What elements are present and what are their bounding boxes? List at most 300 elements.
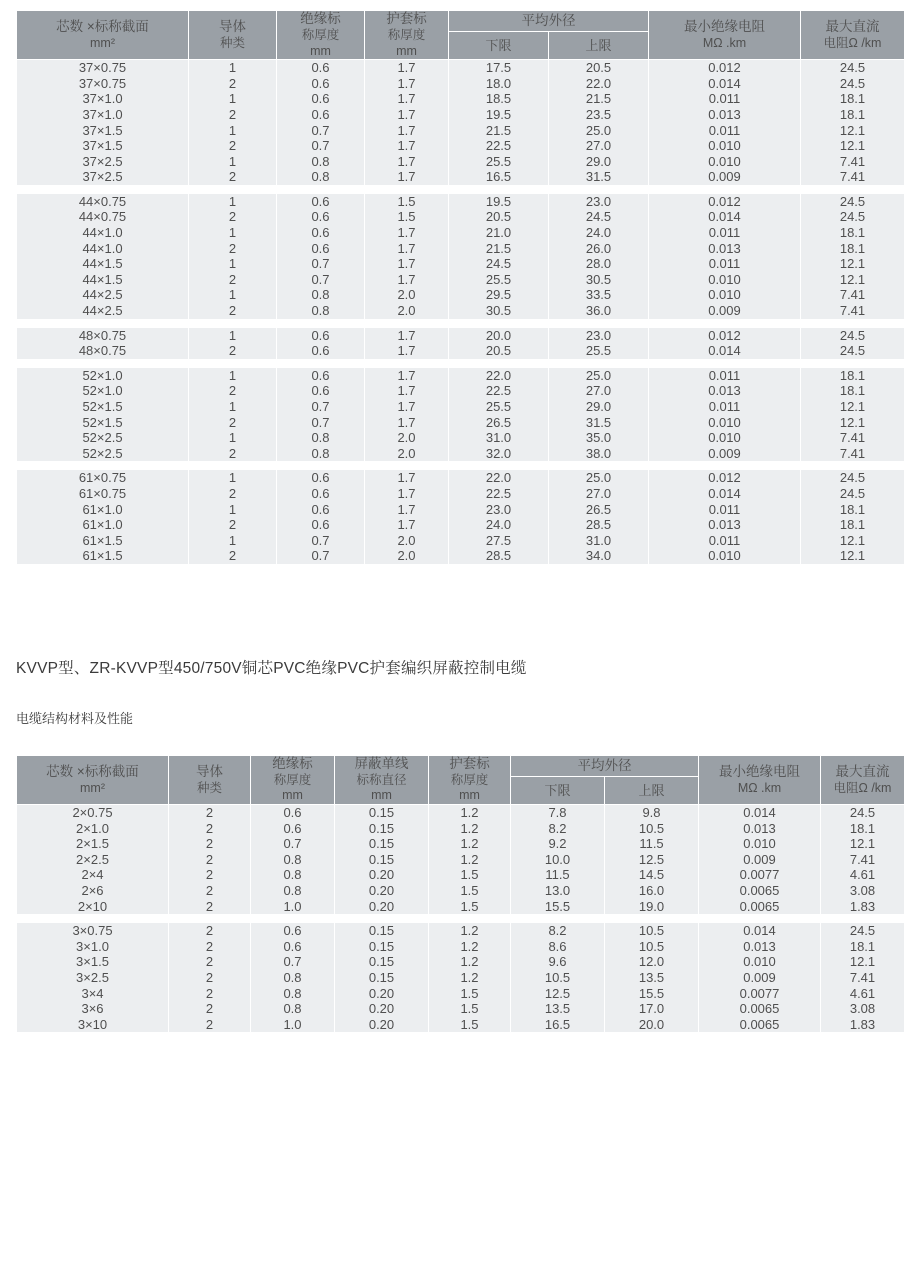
table-cell: 21.5 [449,241,549,257]
table-cell: 0.8 [251,883,335,899]
table-cell: 24.5 [801,327,905,343]
table-cell: 25.5 [549,343,649,359]
table-row [17,272,905,288]
table-cell: 1.2 [429,939,511,955]
table-cell: 0.014 [649,343,801,359]
table-cell: 4.61 [821,867,905,883]
table-cell: 2 [189,138,277,154]
table-cell: 0.011 [649,502,801,518]
table-cell: 0.7 [277,533,365,549]
table-cell: 2 [189,272,277,288]
header-cores-text: 芯数 ×标称截面 [56,18,149,34]
table-cell: 17.0 [605,1001,699,1017]
table-cell: 37×1.0 [17,91,189,107]
table-cell: 0.7 [277,548,365,564]
table-cell: 0.013 [649,107,801,123]
table-cell: 24.5 [801,76,905,92]
table-cell: 1.7 [365,502,449,518]
header-insulation-text2: 称厚度 [301,27,340,42]
table-cell: 0.6 [251,939,335,955]
table-cell: 37×2.5 [17,169,189,185]
table-cell: 2 [189,383,277,399]
table-cell: 1.5 [429,986,511,1002]
table-cell: 0.009 [649,446,801,462]
header-conductor-text: 导体 [219,18,246,34]
table-cell: 24.5 [821,805,905,821]
table-cell: 0.8 [277,169,365,185]
table-row [17,852,905,868]
header2-outer-max: 上限 [605,777,699,805]
table-cell: 61×0.75 [17,470,189,486]
table-cell: 1.5 [429,867,511,883]
table-cell: 16.5 [449,169,549,185]
table-cell: 31.0 [549,533,649,549]
table-cell: 52×1.0 [17,367,189,383]
table-row [17,805,905,821]
table-cell: 1.5 [365,209,449,225]
table-cell: 1.2 [429,836,511,852]
table-cell: 0.010 [649,287,801,303]
table-cell: 0.7 [277,399,365,415]
table-cell: 12.1 [821,836,905,852]
group-spacer-cell [17,915,905,923]
table-cell: 0.6 [277,470,365,486]
table-cell: 10.5 [605,821,699,837]
header2-shield-text2: 标称直径 [356,772,407,787]
table-cell: 0.012 [649,193,801,209]
table-cell: 44×2.5 [17,287,189,303]
table-cell: 1.0 [251,899,335,915]
table-row [17,169,905,185]
table-cell: 2 [189,209,277,225]
table-cell: 0.15 [335,805,429,821]
table-cell: 12.1 [801,138,905,154]
table-cell: 0.014 [649,76,801,92]
table-row [17,383,905,399]
table-cell: 11.5 [605,836,699,852]
spec-table-1-body [17,60,905,564]
table-cell: 0.8 [251,970,335,986]
header2-cores-unit: mm² [80,780,105,795]
table-cell: 2 [169,970,251,986]
table-row [17,193,905,209]
table-cell: 0.8 [277,154,365,170]
table-row [17,303,905,319]
group-spacer [17,462,905,470]
table-row [17,821,905,837]
table-cell: 7.41 [801,430,905,446]
table-row [17,899,905,915]
table-cell: 0.6 [277,241,365,257]
table-cell: 0.014 [699,805,821,821]
table-cell: 12.1 [801,548,905,564]
table-cell: 10.5 [511,970,605,986]
table-cell: 23.0 [549,193,649,209]
table-cell: 0.20 [335,899,429,915]
table-cell: 20.0 [449,327,549,343]
table-cell: 0.013 [649,517,801,533]
table-cell: 18.1 [801,91,905,107]
group-spacer [17,915,905,923]
table-cell: 1.0 [251,1017,335,1033]
table-cell: 34.0 [549,548,649,564]
table-cell: 20.5 [449,209,549,225]
table-cell: 61×1.5 [17,533,189,549]
table-cell: 0.010 [649,138,801,154]
table-cell: 26.5 [449,415,549,431]
table-cell: 0.6 [251,805,335,821]
table-cell: 1.2 [429,923,511,939]
header2-insulation-text2: 称厚度 [273,772,312,787]
table-cell: 12.1 [821,954,905,970]
table-cell: 3.08 [821,1001,905,1017]
table-cell: 29.0 [549,399,649,415]
header-outer-min: 下限 [449,32,549,60]
table-cell: 12.1 [801,256,905,272]
table-cell: 2 [169,954,251,970]
table-cell: 2 [169,821,251,837]
table-cell: 1 [189,399,277,415]
table-cell: 2 [169,852,251,868]
table-cell: 26.0 [549,241,649,257]
table-cell: 2 [169,923,251,939]
header-dc-resistance [801,11,905,60]
table-cell: 20.5 [449,343,549,359]
header2-cores [17,755,169,804]
table-cell: 13.5 [511,1001,605,1017]
table-cell: 7.41 [821,970,905,986]
table-cell: 18.1 [801,107,905,123]
header-conductor [189,11,277,60]
table-cell: 21.5 [449,123,549,139]
table-cell: 2 [189,169,277,185]
spec-table-2 [16,755,905,1032]
table-cell: 24.5 [549,209,649,225]
table-cell: 0.010 [649,154,801,170]
table-cell: 48×0.75 [17,327,189,343]
table-cell: 7.41 [801,154,905,170]
header-dc-text: 最大直流 [825,18,880,34]
table-cell: 0.7 [277,123,365,139]
table-cell: 22.5 [449,138,549,154]
table-cell: 12.1 [801,399,905,415]
table-cell: 19.0 [605,899,699,915]
table-row [17,209,905,225]
table-cell: 28.5 [449,548,549,564]
table-cell: 44×0.75 [17,193,189,209]
table-cell: 1.83 [821,899,905,915]
table-cell: 2.0 [365,303,449,319]
table-cell: 20.0 [605,1017,699,1033]
header2-conductor-text: 导体 [196,763,223,779]
table-cell: 0.013 [699,939,821,955]
table-cell: 30.5 [549,272,649,288]
table-cell: 24.5 [801,193,905,209]
table-cell: 1 [189,193,277,209]
table-cell: 27.0 [549,138,649,154]
table-cell: 2 [169,1017,251,1033]
table-cell: 8.6 [511,939,605,955]
table-cell: 0.15 [335,852,429,868]
table-cell: 1 [189,502,277,518]
table-cell: 1.7 [365,256,449,272]
table-cell: 2.0 [365,430,449,446]
table-cell: 1 [189,533,277,549]
table-cell: 2.0 [365,548,449,564]
table-cell: 2 [189,107,277,123]
table-cell: 22.0 [449,470,549,486]
table-cell: 1 [189,91,277,107]
table-cell: 7.41 [801,446,905,462]
table-cell: 2×10 [17,899,169,915]
table-cell: 21.0 [449,225,549,241]
table-cell: 33.5 [549,287,649,303]
table-cell: 24.5 [821,923,905,939]
table-cell: 0.012 [649,327,801,343]
table-cell: 25.5 [449,154,549,170]
table-row [17,1017,905,1033]
section-title: KVVP型、ZR-KVVP型450/750V铜芯PVC绝缘PVC护套编织屏蔽控制电缆 [16,659,527,677]
table-cell: 9.2 [511,836,605,852]
table-cell: 12.1 [801,533,905,549]
table-cell: 0.8 [277,287,365,303]
table-cell: 12.1 [801,415,905,431]
table-row [17,123,905,139]
table-cell: 2 [189,446,277,462]
table-cell: 61×0.75 [17,486,189,502]
table-cell: 1 [189,367,277,383]
section-spacer-3 [16,727,904,755]
table-cell: 0.011 [649,123,801,139]
header-insulation-unit: mm [310,43,331,58]
table-row [17,343,905,359]
table-cell: 0.15 [335,939,429,955]
group-spacer-cell [17,185,905,193]
table-cell: 0.15 [335,821,429,837]
table-cell: 37×1.5 [17,123,189,139]
header2-resistance-unit: MΩ .km [737,780,782,795]
table-cell: 9.6 [511,954,605,970]
table-cell: 2 [189,76,277,92]
table-cell: 3×10 [17,1017,169,1033]
header2-insulation-unit: mm [282,788,303,803]
table-cell: 12.5 [511,986,605,1002]
header-sheath-unit: mm [396,43,417,58]
table-cell: 0.012 [649,60,801,76]
table-cell: 44×1.0 [17,225,189,241]
table-cell: 1.7 [365,107,449,123]
table-cell: 0.20 [335,1017,429,1033]
table-cell: 0.011 [649,399,801,415]
table-cell: 10.5 [605,923,699,939]
table-cell: 0.011 [649,367,801,383]
table-cell: 2.0 [365,287,449,303]
group-spacer [17,185,905,193]
table-cell: 38.0 [549,446,649,462]
header2-conductor-unit: 种类 [196,780,222,795]
group-spacer-cell [17,359,905,367]
table-cell: 0.6 [277,107,365,123]
table-row [17,923,905,939]
table-cell: 14.5 [605,867,699,883]
table-cell: 30.5 [449,303,549,319]
table-cell: 18.5 [449,91,549,107]
table-cell: 27.0 [549,486,649,502]
table-cell: 0.011 [649,256,801,272]
table-cell: 24.5 [801,209,905,225]
table-row [17,517,905,533]
table-cell: 0.20 [335,867,429,883]
table-cell: 3×2.5 [17,970,169,986]
table-cell: 37×2.5 [17,154,189,170]
table-row [17,1001,905,1017]
table-cell: 44×1.5 [17,256,189,272]
table-cell: 1.7 [365,225,449,241]
table-cell: 20.5 [549,60,649,76]
table-cell: 2 [189,486,277,502]
table-cell: 2×2.5 [17,852,169,868]
header2-shield [335,755,429,804]
table-cell: 3×1.5 [17,954,169,970]
header-conductor-unit: 种类 [219,35,245,50]
table-cell: 1.7 [365,60,449,76]
table-cell: 18.1 [801,502,905,518]
table-cell: 44×1.5 [17,272,189,288]
table-cell: 0.6 [277,502,365,518]
table-cell: 0.014 [649,209,801,225]
table-cell: 1 [189,60,277,76]
table-cell: 0.7 [251,954,335,970]
table-cell: 0.009 [649,303,801,319]
table-cell: 18.1 [801,517,905,533]
table-cell: 0.20 [335,883,429,899]
table-cell: 44×1.0 [17,241,189,257]
table-cell: 37×1.0 [17,107,189,123]
table-row [17,883,905,899]
table-cell: 0.009 [649,169,801,185]
table-cell: 19.5 [449,193,549,209]
header2-insulation-resistance [699,755,821,804]
table-cell: 1.7 [365,123,449,139]
table-cell: 0.014 [699,923,821,939]
table-cell: 0.6 [277,76,365,92]
table-cell: 11.5 [511,867,605,883]
table-cell: 0.6 [277,91,365,107]
table-cell: 2 [189,517,277,533]
spec-table-2-body [17,805,905,1033]
table-cell: 7.41 [801,303,905,319]
table-cell: 0.20 [335,986,429,1002]
table-cell: 61×1.0 [17,517,189,533]
spec-table-1 [16,10,905,564]
table-row [17,287,905,303]
table-cell: 52×2.5 [17,446,189,462]
table-cell: 24.5 [801,343,905,359]
table-cell: 0.6 [277,367,365,383]
table-row [17,107,905,123]
table-cell: 1 [189,430,277,446]
table-cell: 52×1.0 [17,383,189,399]
table-cell: 3×4 [17,986,169,1002]
table-row [17,225,905,241]
table-cell: 27.5 [449,533,549,549]
table-cell: 2 [169,1001,251,1017]
spec-table-2-wrapper [16,755,904,1032]
header-cores-unit: mm² [90,35,115,50]
table-cell: 31.5 [549,415,649,431]
table-cell: 0.8 [251,867,335,883]
table-row [17,548,905,564]
table-cell: 0.012 [649,470,801,486]
table-cell: 61×1.5 [17,548,189,564]
table-row [17,76,905,92]
table-cell: 0.8 [277,430,365,446]
table-cell: 0.6 [277,383,365,399]
table-cell: 27.0 [549,383,649,399]
table-cell: 0.0065 [699,1001,821,1017]
table-cell: 25.5 [449,272,549,288]
table-cell: 9.8 [605,805,699,821]
table-cell: 2 [189,303,277,319]
table-cell: 25.0 [549,470,649,486]
header-insulation-resistance [649,11,801,60]
table-cell: 29.0 [549,154,649,170]
header-insulation-text: 绝缘标 [300,11,341,26]
table-cell: 0.009 [699,970,821,986]
table-cell: 18.1 [801,383,905,399]
group-spacer-cell [17,319,905,327]
header2-insulation [251,755,335,804]
header2-shield-unit: mm [371,788,392,803]
table-cell: 0.7 [277,256,365,272]
header-insulation [277,11,365,60]
table-row [17,60,905,76]
table-cell: 2 [189,343,277,359]
table-cell: 0.7 [277,138,365,154]
table-cell: 0.0077 [699,986,821,1002]
table-cell: 1 [189,225,277,241]
table-cell: 0.6 [251,821,335,837]
table-cell: 1.7 [365,327,449,343]
table-cell: 35.0 [549,430,649,446]
table-cell: 13.5 [605,970,699,986]
table-cell: 1.7 [365,138,449,154]
table-cell: 16.5 [511,1017,605,1033]
table-cell: 12.0 [605,954,699,970]
table-cell: 0.6 [277,343,365,359]
table-cell: 0.7 [277,272,365,288]
table-cell: 0.0065 [699,883,821,899]
table-cell: 2 [169,805,251,821]
table-cell: 29.5 [449,287,549,303]
table-row [17,970,905,986]
table-cell: 2 [169,867,251,883]
header2-cores-text: 芯数 ×标称截面 [46,763,139,779]
table-cell: 31.5 [549,169,649,185]
table-cell: 1.7 [365,241,449,257]
table-cell: 13.0 [511,883,605,899]
header2-shield-text: 屏蔽单线 [354,755,409,771]
header2-sheath-text: 护套标 [449,755,490,771]
table-cell: 1.7 [365,154,449,170]
section-spacer-2 [16,678,904,708]
header-outer-diameter: 平均外径 [449,11,649,32]
header2-outer-diameter: 平均外径 [511,755,699,776]
table-cell: 18.1 [821,939,905,955]
table-cell: 18.1 [801,367,905,383]
header-sheath-text: 护套标 [386,11,427,26]
table-cell: 0.010 [649,548,801,564]
